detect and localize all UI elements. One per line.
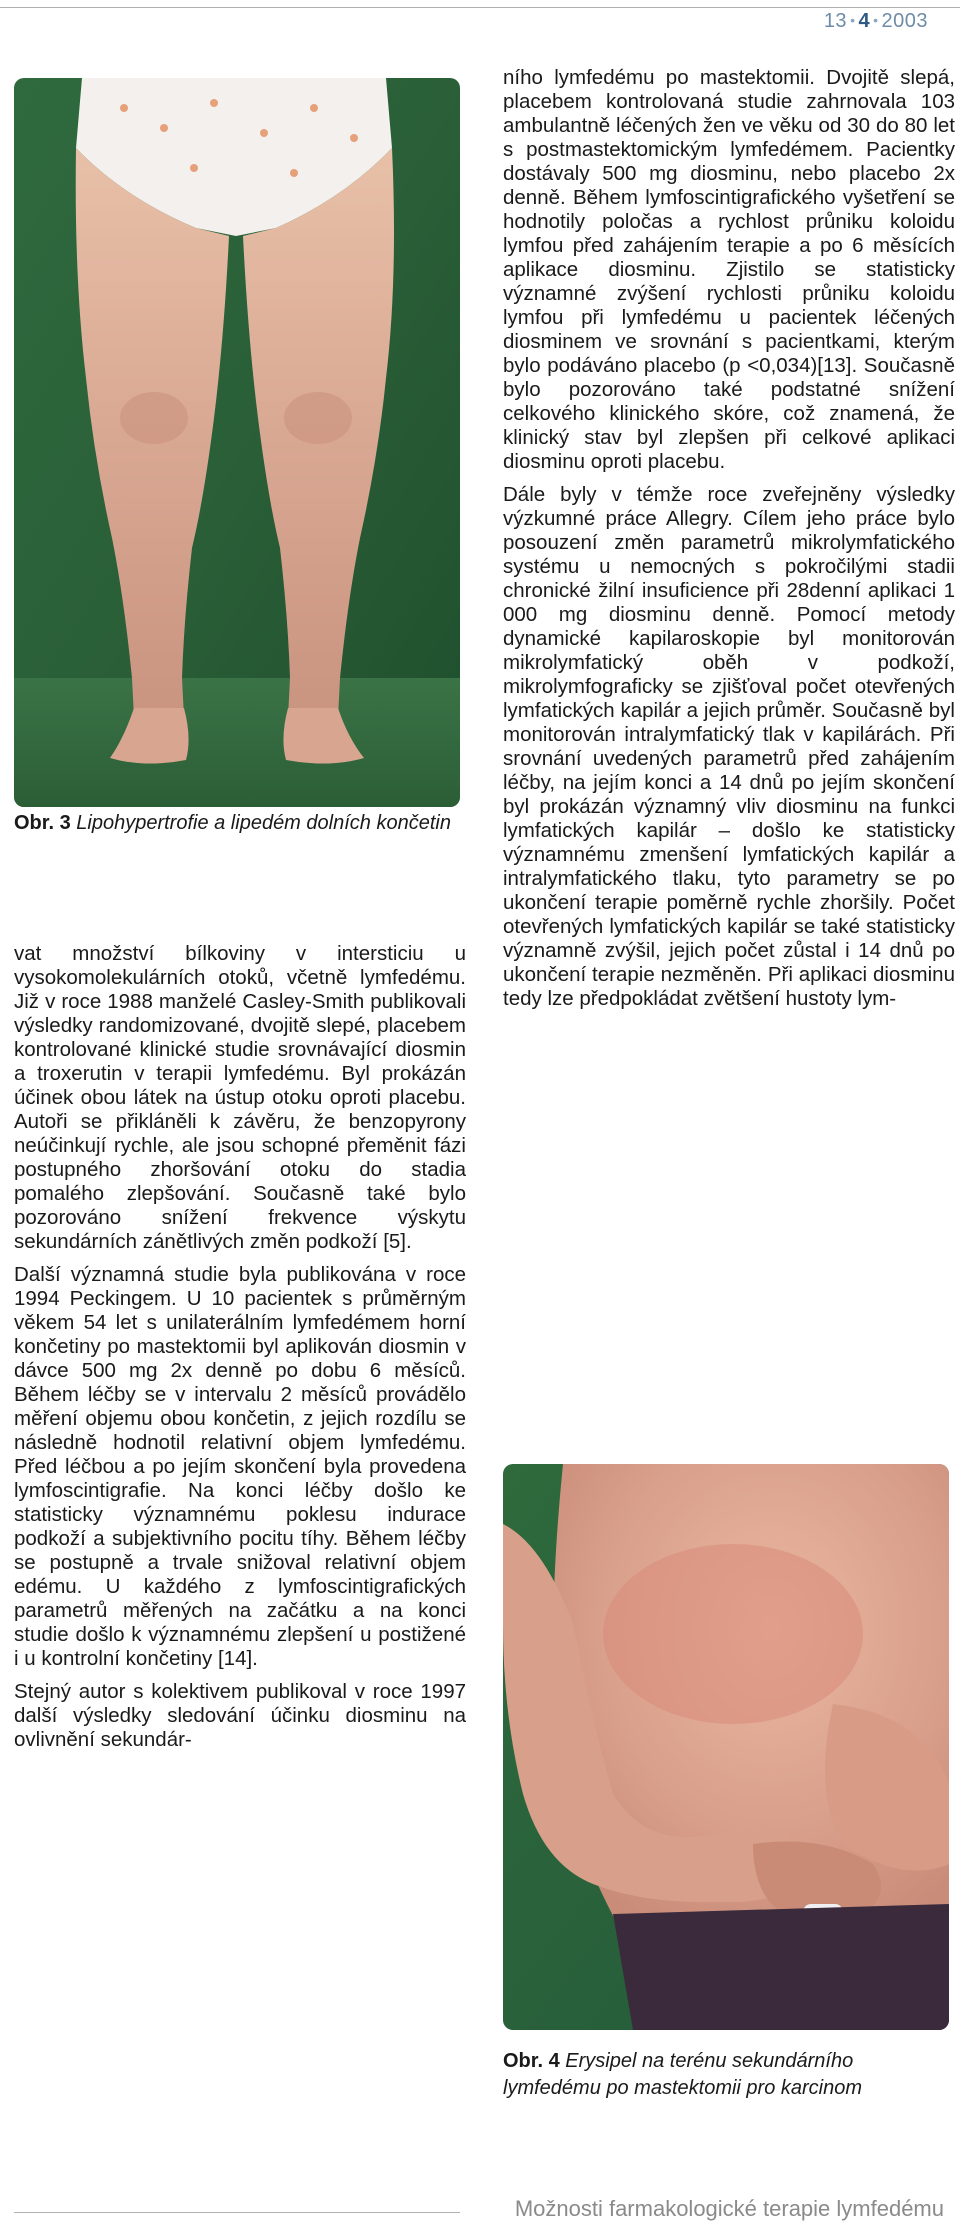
separator-dot: • xyxy=(873,12,879,28)
paragraph: ního lymfedému po mastektomii. Dvojitě slepá, placebem kontrolovaná studie zahrnovala 103 ambulantně léčených žen ve věku od 30 do 80 let s postmastektomickým lymfedémem. Pacientky dostávaly 500 mg diosminu, nebo placebo 2x denně. Během lymfoscintigrafického vyšetření se hodnotily poločas a rychlost průniku koloidu lymfou před zahájením terapie a po 6 měsících aplikace diosminu. Zjistilo se statisticky významné zvýšení rychlosti průniku koloidu lymfou při lymfedému u pacientek léčených diosminem ve srovnání s pacientkami, kterým bylo podáváno placebo (p <0,034)[13]. Současně bylo pozorováno také podstatné snížení celkového klinického skóre, což znamená, že klinický stav byl zlepšen při celkové aplikaci diosminu oproti placebu. xyxy=(503,66,955,473)
paragraph: Dále byly v témže roce zveřejněny výsledky výzkumné práce Allegry. Cílem jeho práce bylo posouzení změn parametrů mikrolymfatického systému u nemocných s pokročilými stadii chronické žilní insuficience při 28denní aplikaci 1 000 mg diosminu denně. Pomocí metody dynamické kapilaroskopie byl monitorován mikrolymfatický oběh v podkoží, mikrolymfograficky se zjišťoval počet otevřených lymfatických kapilár a jejich průměr. Současně byl monitorován intralymfatický tlak v kapilárách. Při srovnání uvedených parametrů před zahájením léčby, na jejím konci a 14 dnů po jejím skončení byl prokázán významný vliv diosminu na funkci lymfatických kapilár – došlo ke statisticky významnému zmenšení lymfatických kapilár a intralymfatického tlaku, tyto parametry se po ukončení terapie poměrně rychle zhoršily. Počet otevřených lymfatických kapilár se také statisticky významně zvýšil, jejich počet zůstal i 14 dnů po ukončení terapie nezměněn. Při aplikaci diosminu tedy lze předpokládat zvětšení hustoty lym- xyxy=(503,483,955,1010)
figure-3-caption xyxy=(14,810,460,837)
figure-4-caption-text: Erysipel na terénu sekundárního lymfedému po mastektomii pro karcinom xyxy=(503,2050,863,2099)
paragraph: Stejný autor s kolektivem publikoval v roce 1997 další výsledky sledování účinku diosminu na ovlivnění sekundár- xyxy=(14,1680,466,1751)
issue-number-value: 4 xyxy=(858,10,871,32)
issue-number xyxy=(824,10,928,33)
figure-4-label: Obr. 4 xyxy=(503,2050,560,2072)
issue-volume: 13 xyxy=(823,10,848,32)
running-title: Možnosti farmakologické terapie lymfedému xyxy=(514,2196,944,2221)
footer-rule xyxy=(14,2212,460,2213)
left-text-column xyxy=(14,942,466,1761)
issue-year: 2003 xyxy=(881,10,928,32)
header-rule xyxy=(0,7,960,8)
separator-dot: • xyxy=(850,12,856,28)
paragraph: Další významná studie byla publikována v roce 1994 Peckingem. U 10 pacientek s průměrným věkem 54 let s unilaterálním lymfedémem horní končetiny po mastektomii byl aplikován diosmin v dávce 500 mg 2x denně po dobu 6 měsíců. Během léčby se v intervalu 2 měsíců provádělo měření objemu obou končetin, z jejich rozdílu se následně hodnotil relativní objem lymfedému. Před léčbou a po jejím skončení byla provedena lymfoscintigrafie. Na konci léčby došlo ke statisticky významnému poklesu indurace podkoží a subjektivního pocitu tíhy. Během léčby se postupně a trvale snižoval relativní objem edému. U každého z lymfoscintigrafických parametrů měřených na začátku a na konci studie došlo k významnému zlepšení u postižené i u kontrolní končetiny [14]. xyxy=(14,1263,466,1670)
right-text-column xyxy=(503,66,955,1020)
figure-3-caption-text: Lipohypertrofie a lipedém dolních končetin xyxy=(76,812,451,834)
figure-3-photo xyxy=(14,78,460,807)
figure-4-caption xyxy=(503,2048,949,2102)
figure-4-photo xyxy=(503,1464,949,2030)
figure-3-label: Obr. 3 xyxy=(14,812,71,834)
paragraph: vat množství bílkoviny v intersticiu u vysokomolekulárních otoků, včetně lymfedému. Již v roce 1988 manželé Casley-Smith publikovali výsledky randomizované, dvojitě slepé, placebem kontrolované klinické studie srovnávající diosmin a troxerutin v terapii lymfedému. Byl prokázán účinek obou látek na ústup otoku oproti placebu. Autoři se přikláněli k závěru, že benzopyrony neúčinkují rychle, ale jsou schopné přeměnit fázi postupného zhoršování otoku do stadia pomalého zlepšování. Současně také bylo pozorováno snížení frekvence výskytu sekundárních zánětlivých změn podkoží [5]. xyxy=(14,942,466,1253)
